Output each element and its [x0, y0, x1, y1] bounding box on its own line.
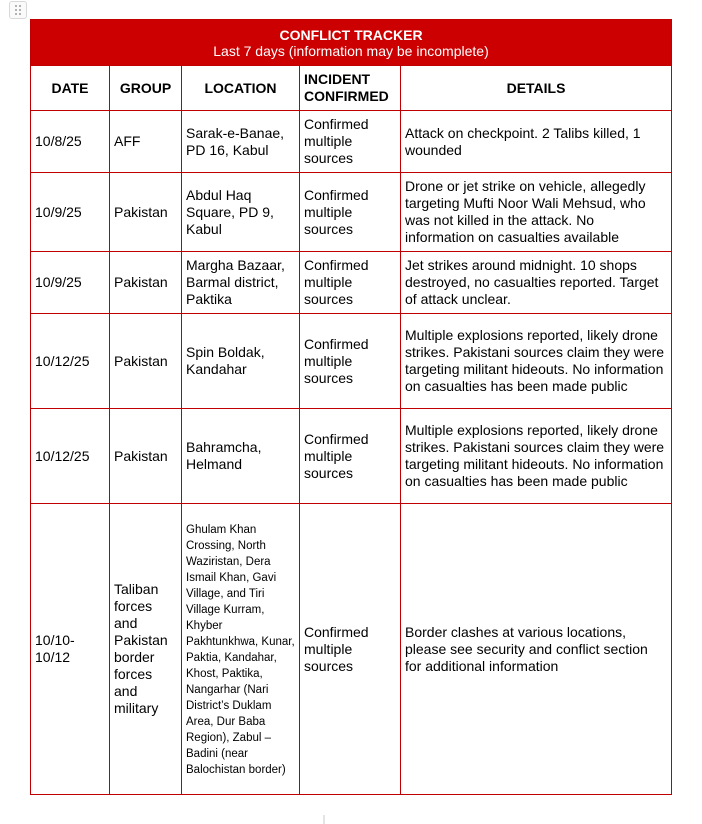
cell-location: Abdul Haq Square, PD 9, Kabul	[182, 173, 300, 252]
table-row	[31, 409, 672, 504]
cell-location: Bahramcha, Helmand	[182, 409, 300, 504]
tracker-title: CONFLICT TRACKER	[279, 27, 423, 43]
cell-group: Pakistan	[110, 252, 182, 314]
cell-group: AFF	[110, 111, 182, 173]
cell-details: Jet strikes around midnight. 10 shops destroyed, no casualties reported. Target of attack unclear.	[401, 252, 672, 314]
page-divider	[323, 815, 325, 824]
drag-handle-icon[interactable]	[9, 1, 27, 19]
cell-confirmed: Confirmed multiple sources	[300, 252, 401, 314]
cell-date: 10/8/25	[31, 111, 110, 173]
column-header-incident-confirmed: INCIDENT CONFIRMED	[300, 66, 401, 111]
cell-details: Multiple explosions reported, likely drone strikes. Pakistani sources claim they were targeting militant hideouts. No information on casualties has been made public	[401, 314, 672, 409]
table-banner	[31, 20, 672, 66]
cell-details: Multiple explosions reported, likely drone strikes. Pakistani sources claim they were targeting militant hideouts. No information on casualties has been made public	[401, 409, 672, 504]
cell-confirmed: Confirmed multiple sources	[300, 314, 401, 409]
cell-location: Ghulam Khan Crossing, North Waziristan, Dera Ismail Khan, Gavi Village, and Tiri Village Kurram, Khyber Pakhtunkhwa, Kunar, Paktia, Kandahar, Khost, Paktika, Nangarhar (Nari District’s Duklam Area, Dur Baba Region), Zabul – Badini (near Balochistan border)	[182, 504, 300, 795]
cell-location: Sarak-e-Banae, PD 16, Kabul	[182, 111, 300, 173]
cell-confirmed: Confirmed multiple sources	[300, 173, 401, 252]
column-header-details: DETAILS	[401, 66, 672, 111]
cell-confirmed: Confirmed multiple sources	[300, 504, 401, 795]
table-row	[31, 314, 672, 409]
banner-cell	[31, 20, 672, 66]
cell-location: Spin Boldak, Kandahar	[182, 314, 300, 409]
cell-date: 10/12/25	[31, 409, 110, 504]
column-header-group: GROUP	[110, 66, 182, 111]
column-header-location: LOCATION	[182, 66, 300, 111]
table-row	[31, 111, 672, 173]
cell-date: 10/9/25	[31, 173, 110, 252]
cell-group: Pakistan	[110, 173, 182, 252]
cell-details: Border clashes at various locations, please see security and conflict section for additional information	[401, 504, 672, 795]
cell-confirmed: Confirmed multiple sources	[300, 111, 401, 173]
cell-group: Pakistan	[110, 409, 182, 504]
tracker-subtitle: Last 7 days (information may be incomplete)	[213, 43, 489, 59]
cell-group: Taliban forces and Pakistan border forces and military	[110, 504, 182, 795]
cell-confirmed: Confirmed multiple sources	[300, 409, 401, 504]
cell-location: Margha Bazaar, Barmal district, Paktika	[182, 252, 300, 314]
header-row	[31, 66, 672, 111]
column-header-date: DATE	[31, 66, 110, 111]
table-row	[31, 252, 672, 314]
cell-details: Drone or jet strike on vehicle, allegedly targeting Mufti Noor Wali Mehsud, who was not killed in the attack. No information on casualties available	[401, 173, 672, 252]
cell-date: 10/12/25	[31, 314, 110, 409]
cell-group: Pakistan	[110, 314, 182, 409]
cell-details: Attack on checkpoint. 2 Talibs killed, 1 wounded	[401, 111, 672, 173]
cell-date: 10/10-10/12	[31, 504, 110, 795]
conflict-tracker-table	[30, 19, 672, 795]
table-row	[31, 173, 672, 252]
table-row	[31, 504, 672, 795]
cell-date: 10/9/25	[31, 252, 110, 314]
